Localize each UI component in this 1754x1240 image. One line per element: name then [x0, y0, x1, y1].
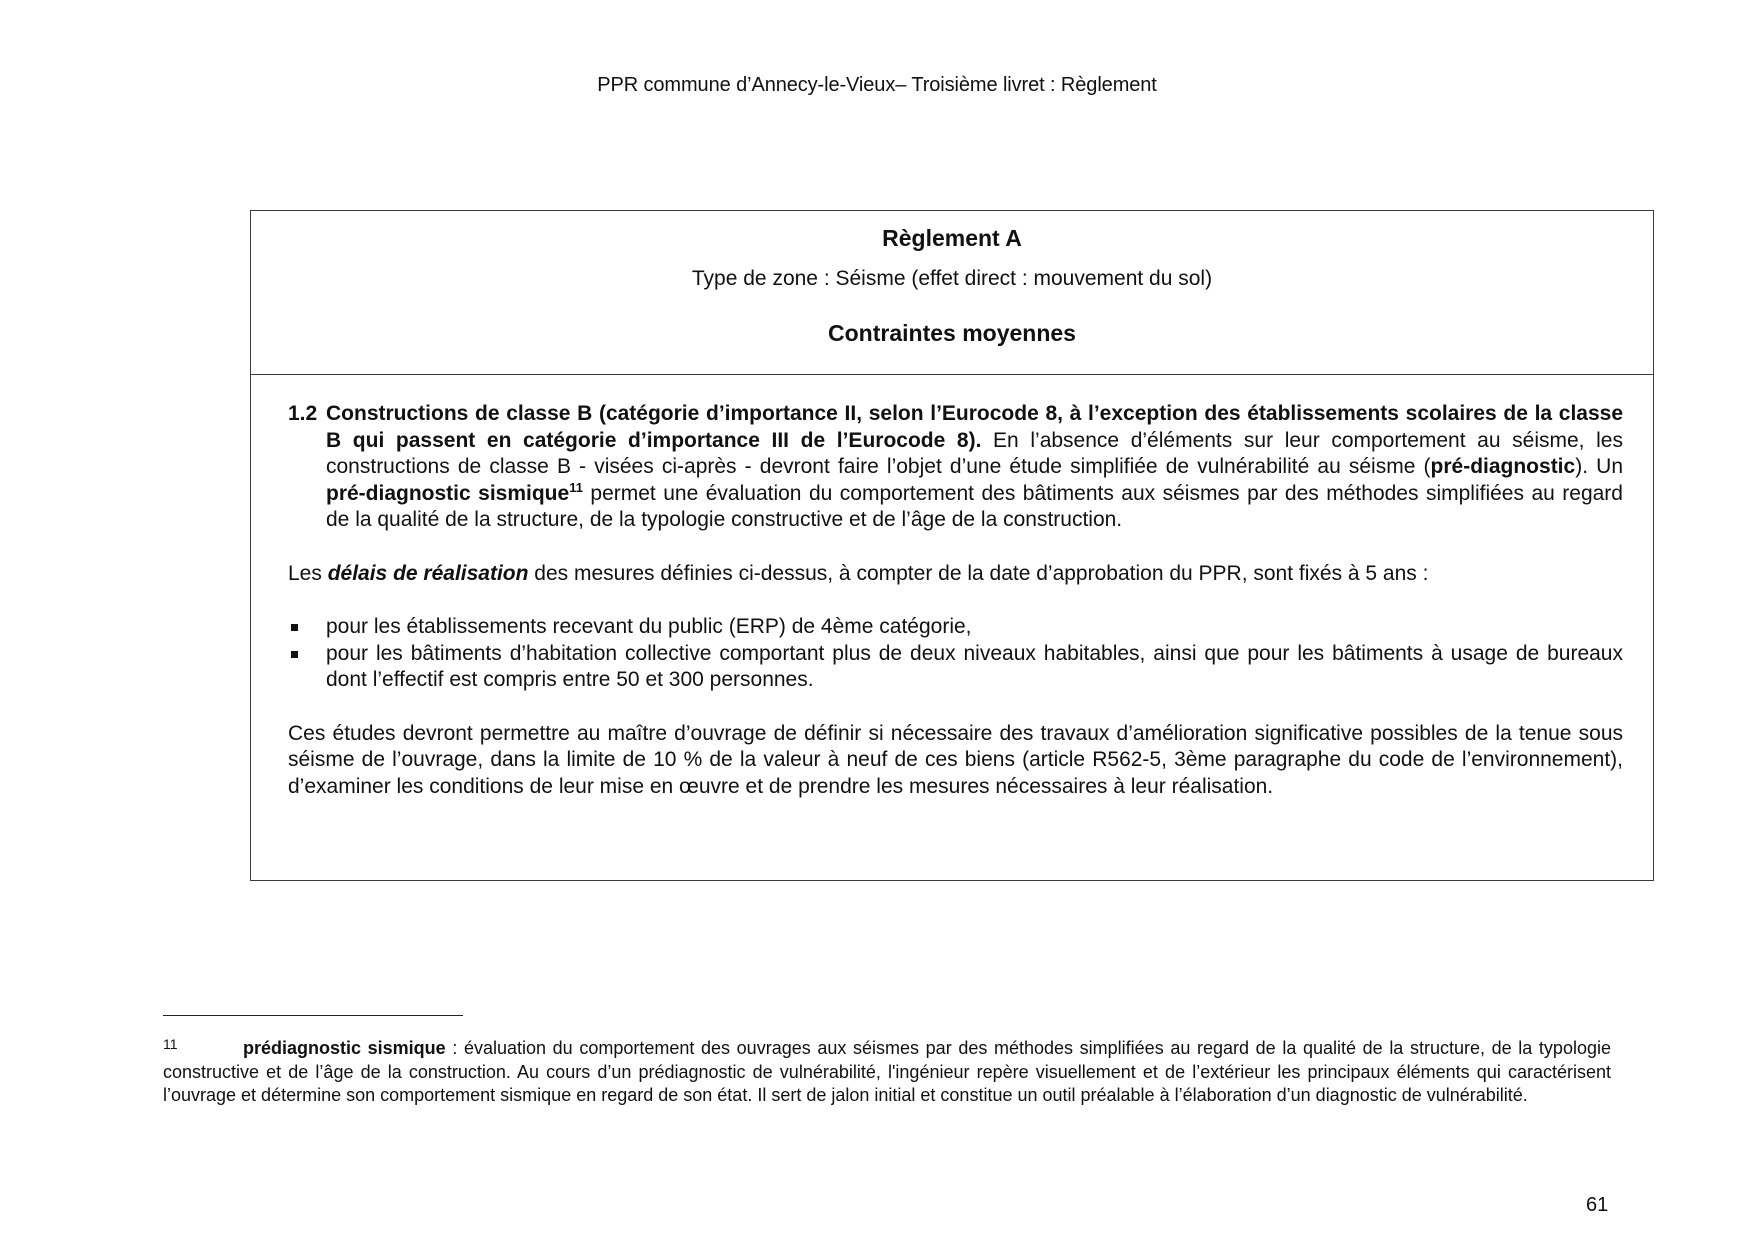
section-number: 1.2	[288, 402, 318, 425]
term-pre-diagnostic: pré-diagnostic	[1430, 455, 1576, 478]
deadlines-paragraph	[288, 561, 1623, 588]
list-item	[288, 614, 1623, 641]
section-text: En l’absence d’éléments sur leur comportement au séisme, les constructions de classe B - visées ci-après - devront faire l’objet d’une étude simplifiée de vulnérabilité au séisme (	[326, 428, 1623, 478]
constraint-level: Contraintes moyennes	[828, 320, 1076, 346]
section-1-2	[288, 401, 1623, 534]
closing-paragraph: Ces études devront permettre au maître d’ouvrage de définir si nécessaire des travaux d’amélioration significative possibles de la tenue sous séisme de l’ouvrage, dans la limite de 10 % de la valeur à neuf de ces biens (article R562-5, 3ème paragraphe du code de l’environnement), d’examiner les conditions de leur mise en œuvre et de prendre les mesures nécessaires à leur réalisation.	[288, 721, 1623, 798]
footnote-text: : évaluation du comportement des ouvrages aux séismes par des méthodes simplifiées au regard de la qualité de la structure, de la typologie constructive et de l’âge de la construction. Au cours d’un prédiagnostic de vulnérabilité, l'ingénieur repère visuellement et de l’extérieur les principaux éléments qui caractérisent l’ouvrage et détermine son comportement sismique en regard de son état. Il sert de jalon initial et constitue un outil préalable à l’élaboration d’un diagnostic de vulnérabilité.	[163, 1038, 1611, 1105]
deadlines-text: des mesures définies ci-dessus, à compter de la date d’approbation du PPR, sont fixés à 5 ans :	[528, 561, 1429, 585]
regulation-box-header	[251, 211, 1653, 375]
running-header: PPR commune d’Annecy-le-Vieux– Troisième livret : Règlement	[597, 74, 1157, 96]
section-text: permet une évaluation du comportement des bâtiments aux séismes par des méthodes simplifiées au regard de la qualité de la structure, de la typologie constructive et de l’âge de la construction.	[326, 481, 1623, 531]
section-heading: Constructions de classe B (catégorie d’importance II, selon l’Eurocode 8, à l’exception des établissements scolaires de la classe B qui passent en catégorie d’importance III de l’Eurocode 8).	[326, 402, 1623, 452]
regulation-title: Règlement A	[882, 225, 1022, 251]
list-item	[288, 641, 1623, 694]
regulation-box-body	[251, 375, 1653, 800]
footnote-reference[interactable]: 11	[569, 479, 583, 495]
deadline-list	[288, 614, 1623, 694]
square-bullet-icon	[291, 624, 298, 631]
list-item-text: pour les bâtiments d’habitation collective comportant plus de deux niveaux habitables, ainsi que pour les bâtiments à usage de bureaux dont l’effectif est compris entre 50 et 300 personnes.	[326, 641, 1623, 691]
regulation-box	[250, 210, 1654, 881]
term-delais-de-realisation: délais de réalisation	[327, 561, 529, 585]
footnote: 11 prédiagnostic sismique : évaluation du comportement des ouvrages aux séismes par des méthodes simplifiées au regard de la qualité de la structure, de la typologie constructive et de l’âge de la construction. Au cours d’un prédiagnostic de vulnérabilité, l'ingénieur repère visuellement et de l’extérieur les principaux éléments qui caractérisent l’ouvrage et détermine son comportement sismique en regard de son état. Il sert de jalon initial et constitue un outil préalable à l’élaboration d’un diagnostic de vulnérabilité.	[163, 1036, 1611, 1105]
list-item-text: pour les établissements recevant du public (ERP) de 4ème catégorie,	[326, 615, 972, 638]
footnote-separator	[163, 1015, 463, 1016]
zone-type: Type de zone : Séisme (effet direct : mouvement du sol)	[691, 267, 1213, 290]
section-text: ). Un	[1575, 455, 1623, 478]
square-bullet-icon	[291, 651, 298, 658]
footnote-term: prédiagnostic sismique	[243, 1038, 446, 1058]
term-pre-diagnostic-sismique: pré-diagnostic sismique	[326, 481, 570, 505]
page-number: 61	[1586, 1194, 1609, 1216]
deadlines-prefix: Les	[288, 561, 328, 585]
